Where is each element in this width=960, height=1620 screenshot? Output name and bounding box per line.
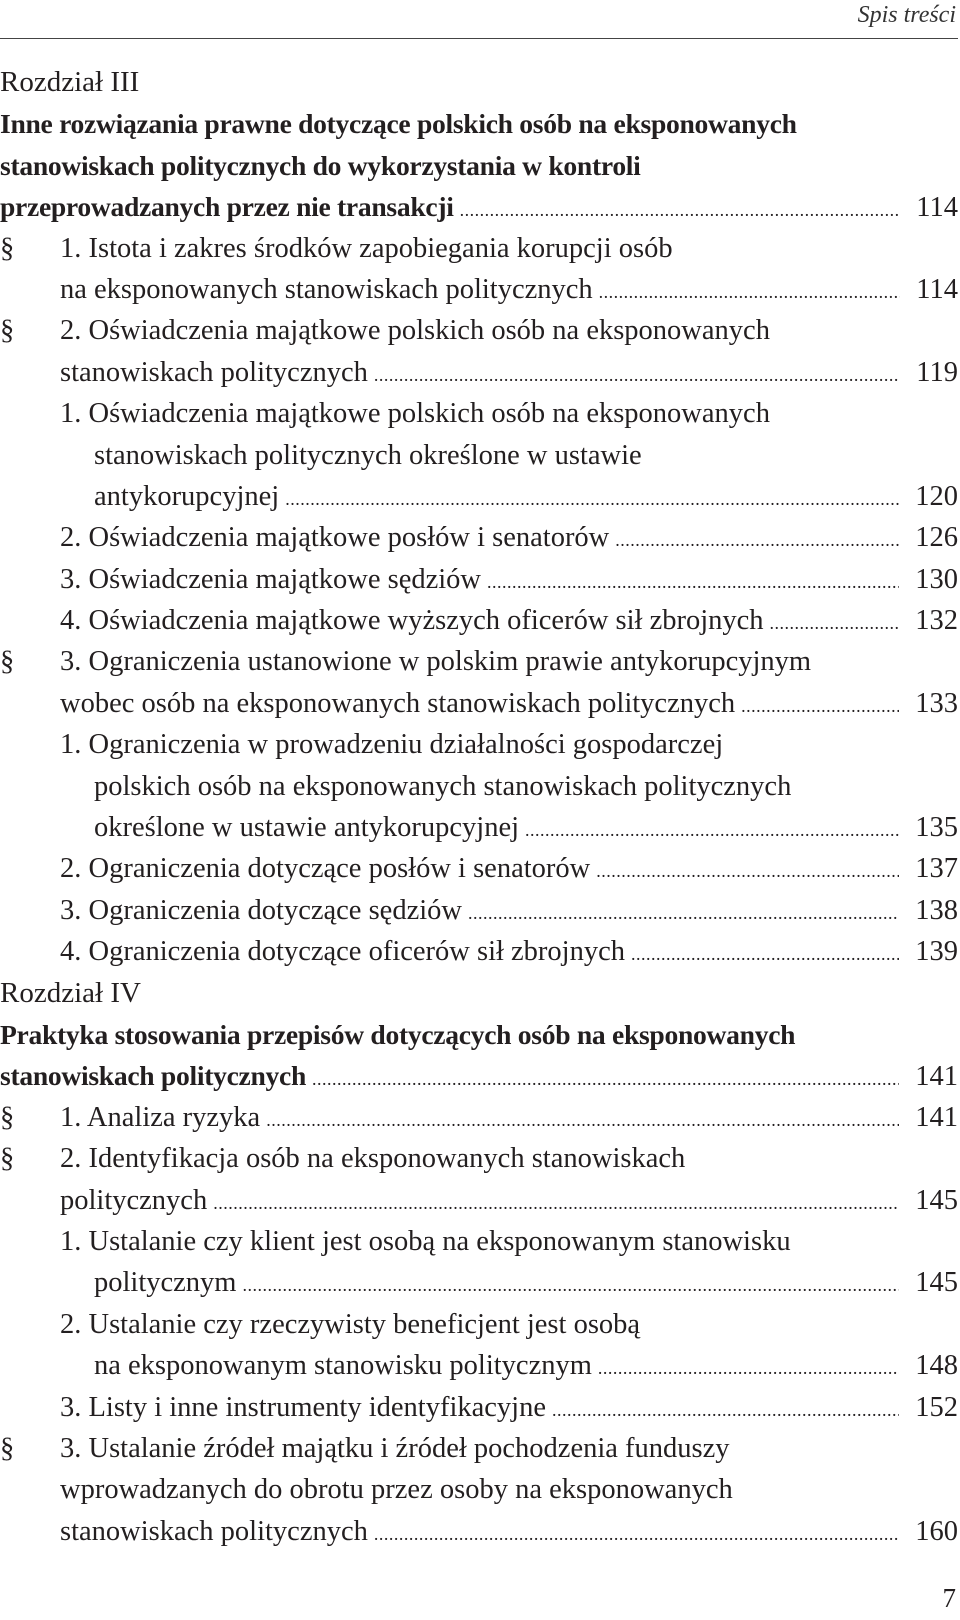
entry-text: na eksponowanych stanowiskach politycznych <box>60 273 593 305</box>
toc-entry <box>0 1469 958 1510</box>
section-mark: § <box>0 646 15 678</box>
entry-text: 1. Istota i zakres środków zapobiegania korupcji osób <box>60 232 673 264</box>
section-mark: § <box>0 1101 15 1133</box>
entry-page-number: 135 <box>915 812 958 844</box>
toc-entry <box>0 683 958 724</box>
toc-entry <box>0 186 958 227</box>
running-header <box>0 0 958 39</box>
dot-leader <box>599 272 900 313</box>
toc-entry <box>0 352 958 393</box>
entry-page-number: 114 <box>916 192 958 224</box>
toc-entry <box>0 517 958 558</box>
entry-page-number: 133 <box>915 687 958 719</box>
toc-entry <box>0 1180 958 1221</box>
section-mark: § <box>0 1143 15 1175</box>
dot-leader <box>631 934 899 975</box>
dot-leader <box>596 851 899 892</box>
entry-text: 3. Ograniczenia ustanowione w polskim prawie antykorupcyjnym <box>60 646 812 678</box>
entry-text: politycznym <box>94 1267 237 1299</box>
toc-entry <box>0 1511 958 1552</box>
toc-entry <box>0 1304 958 1345</box>
page-number: 7 <box>942 1583 956 1613</box>
entry-text: 2. Oświadczenia majątkowe polskich osób na eksponowanych <box>60 315 770 347</box>
entry-text: stanowiskach politycznych określone w ustawie <box>94 439 642 471</box>
entry-text: 2. Oświadczenia majątkowe posłów i senatorów <box>60 522 610 554</box>
entry-text: 2. Identyfikacja osób na eksponowanych stanowiskach <box>60 1143 686 1175</box>
dot-leader <box>266 1100 899 1141</box>
toc-entry <box>0 848 958 889</box>
toc-entry <box>0 1055 958 1096</box>
entry-page-number: 148 <box>915 1350 958 1382</box>
entry-text: stanowiskach politycznych <box>60 356 368 388</box>
dot-leader <box>374 355 900 396</box>
entry-text: antykorupcyjnej <box>94 480 280 512</box>
entry-page-number: 114 <box>916 273 958 305</box>
toc-entry <box>0 1014 958 1055</box>
dot-leader <box>770 603 900 644</box>
entry-text: określone w ustawie antykorupcyjnej <box>94 812 520 844</box>
toc-entry <box>0 1345 958 1386</box>
entry-page-number: 130 <box>915 563 958 595</box>
table-of-contents <box>0 62 958 1552</box>
dot-leader <box>552 1390 899 1431</box>
entry-page-number: 120 <box>915 480 958 512</box>
toc-entry <box>0 600 958 641</box>
toc-entry <box>0 807 958 848</box>
entry-text: 2. Ograniczenia dotyczące posłów i senatorów <box>60 853 591 885</box>
dot-leader <box>487 562 899 603</box>
running-title: Spis treści <box>857 2 956 28</box>
toc-entry <box>0 103 958 144</box>
toc-entry <box>0 890 958 931</box>
entry-text: stanowiskach politycznych <box>0 1060 307 1092</box>
entry-text: 1. Ustalanie czy klient jest osobą na eksponowanym stanowisku <box>60 1225 791 1257</box>
dot-leader <box>374 1514 899 1555</box>
toc-entry <box>0 1221 958 1262</box>
entry-text: Praktyka stosowania przepisów dotyczących osób na eksponowanych <box>0 1018 796 1050</box>
entry-text: 3. Oświadczenia majątkowe sędziów <box>60 563 482 595</box>
toc-entry <box>0 435 958 476</box>
entry-text: Rozdział III <box>0 66 140 98</box>
dot-leader <box>741 686 899 727</box>
entry-page-number: 137 <box>915 853 958 885</box>
toc-entry <box>0 1428 958 1469</box>
entry-page-number: 138 <box>915 894 958 926</box>
entry-text: 4. Ograniczenia dotyczące oficerów sił zbrojnych <box>60 936 625 968</box>
toc-entry <box>0 269 958 310</box>
entry-page-number: 145 <box>915 1184 958 1216</box>
toc-entry <box>0 1097 958 1138</box>
entry-page-number: 139 <box>915 936 958 968</box>
entry-text: 2. Ustalanie czy rzeczywisty beneficjent jest osobą <box>60 1308 641 1340</box>
entry-text: przeprowadzanych przez nie transakcji <box>0 191 454 223</box>
chapter-heading <box>0 62 958 103</box>
toc-entry <box>0 559 958 600</box>
entry-text: 1. Analiza ryzyka <box>60 1101 261 1133</box>
entry-text: 3. Ustalanie źródeł majątku i źródeł pochodzenia funduszy <box>60 1432 730 1464</box>
section-mark: § <box>0 315 15 347</box>
entry-page-number: 145 <box>915 1267 958 1299</box>
entry-text: 4. Oświadczenia majątkowe wyższych oficerów sił zbrojnych <box>60 605 764 637</box>
dot-leader <box>615 520 899 561</box>
toc-entry <box>0 724 958 765</box>
entry-text: 1. Oświadczenia majątkowe polskich osób na eksponowanych <box>60 398 770 430</box>
dot-leader <box>312 1059 899 1100</box>
entry-text: stanowiskach politycznych <box>60 1515 368 1547</box>
entry-page-number: 141 <box>915 1101 958 1133</box>
section-mark: § <box>0 232 15 264</box>
entry-page-number: 119 <box>916 356 958 388</box>
entry-text: Inne rozwiązania prawne dotyczące polskich osób na eksponowanych <box>0 108 797 140</box>
entry-text: na eksponowanym stanowisku politycznym <box>94 1350 592 1382</box>
entry-text: politycznych <box>60 1184 208 1216</box>
dot-leader <box>285 479 899 520</box>
entry-text: 3. Ograniczenia dotyczące sędziów <box>60 894 462 926</box>
entry-text: stanowiskach politycznych do wykorzystania w kontroli <box>0 149 641 181</box>
dot-leader <box>598 1348 899 1389</box>
entry-page-number: 132 <box>915 605 958 637</box>
entry-page-number: 141 <box>915 1061 958 1093</box>
entry-text: Rozdział IV <box>0 976 141 1009</box>
dot-leader <box>242 1265 899 1306</box>
toc-entry <box>0 1138 958 1179</box>
entry-text: 1. Ograniczenia w prowadzeniu działalności gospodarczej <box>60 729 724 761</box>
entry-text: wobec osób na eksponowanych stanowiskach politycznych <box>60 687 736 719</box>
entry-text: wprowadzanych do obrotu przez osoby na eksponowanych <box>60 1474 733 1506</box>
entry-text: 3. Listy i inne instrumenty identyfikacyjne <box>60 1391 546 1423</box>
toc-entry <box>0 228 958 269</box>
dot-leader <box>213 1183 899 1224</box>
toc-entry <box>0 1262 958 1303</box>
entry-page-number: 126 <box>915 522 958 554</box>
entry-page-number: 152 <box>915 1391 958 1423</box>
toc-entry <box>0 931 958 972</box>
toc-entry <box>0 766 958 807</box>
toc-entry <box>0 641 958 682</box>
toc-entry <box>0 393 958 434</box>
dot-leader <box>525 810 899 851</box>
toc-entry <box>0 1387 958 1428</box>
entry-text: polskich osób na eksponowanych stanowiskach politycznych <box>94 770 792 802</box>
toc-entry <box>0 145 958 186</box>
toc-entry <box>0 476 958 517</box>
toc-entry <box>0 310 958 351</box>
dot-leader <box>468 893 899 934</box>
entry-page-number: 160 <box>915 1515 958 1547</box>
section-mark: § <box>0 1432 15 1464</box>
dot-leader <box>460 190 900 231</box>
chapter-heading <box>0 973 958 1014</box>
